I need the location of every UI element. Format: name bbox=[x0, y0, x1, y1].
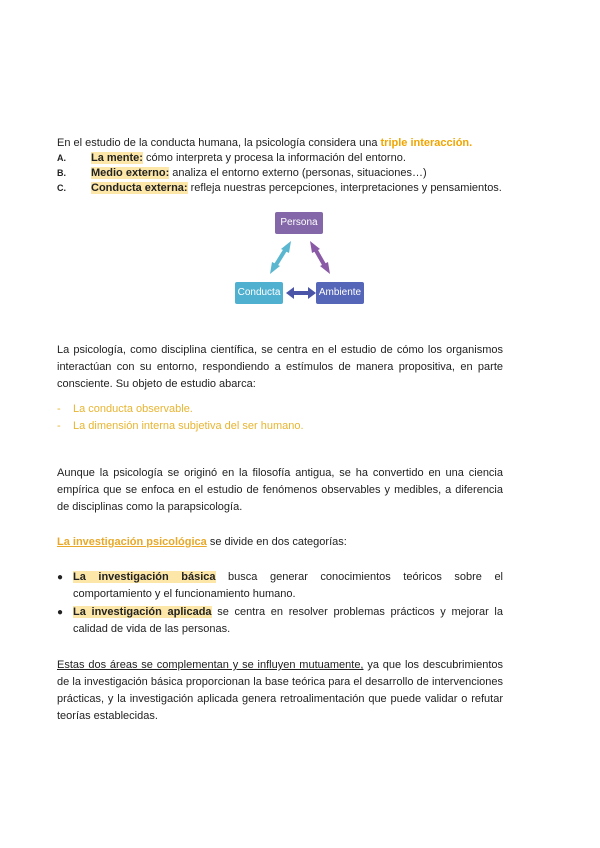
item-letter: C. bbox=[57, 183, 66, 193]
paragraph-line: La psicología, como disciplina científica, se centra en el estudio de cómo los organismos bbox=[57, 344, 503, 356]
paragraph-line: teorías establecidas. bbox=[57, 710, 158, 722]
conclusion-underlined: Estas dos áreas se complementan y se influyen mutuamente, bbox=[57, 659, 364, 671]
item-text: analiza el entorno externo (personas, situaciones…) bbox=[169, 167, 427, 179]
item-text: refleja nuestras percepciones, interpretaciones y pensamientos. bbox=[187, 182, 502, 194]
scope-item bbox=[57, 402, 193, 416]
item-term: La mente: bbox=[91, 152, 143, 164]
intro-paragraph bbox=[57, 136, 472, 150]
bullet-term: La investigación básica bbox=[73, 571, 216, 583]
node-persona: Persona bbox=[275, 212, 323, 234]
arrow-persona-conducta bbox=[270, 241, 291, 274]
paragraph-line: de disciplinas como la parapsicología. bbox=[57, 501, 243, 513]
paragraph-line: interactúan con su entorno, respondiendo a estímulos de manera propositiva, en parte bbox=[57, 361, 503, 373]
dash-bullet: - bbox=[57, 420, 61, 432]
scope-item bbox=[57, 419, 304, 433]
bullet-text: busca generar conocimientos teóricos sobre el bbox=[215, 571, 503, 583]
paragraph-line: empírica que se enfoca en el estudio de fenómenos observables y medibles, a diferencia bbox=[57, 484, 503, 496]
arrow-persona-ambiente bbox=[310, 241, 330, 274]
research-link[interactable]: La investigación psicológica bbox=[57, 536, 207, 548]
bullet-item-aplicada bbox=[57, 604, 503, 638]
bullet-icon: ● bbox=[57, 572, 64, 583]
bullet-icon: ● bbox=[57, 607, 64, 618]
scope-text: La dimensión interna subjetiva del ser humano. bbox=[73, 420, 304, 432]
bullet-line bbox=[57, 604, 503, 621]
arrow-conducta-ambiente bbox=[286, 287, 316, 299]
paragraph-conclusion bbox=[57, 657, 503, 725]
bullet-continuation: calidad de vida de las personas. bbox=[73, 623, 231, 635]
bullet-term: La investigación aplicada bbox=[73, 606, 212, 618]
bullet-continuation: comportamiento y el funcionamiento humano. bbox=[73, 588, 296, 600]
bullet-line bbox=[57, 569, 503, 586]
triple-item-a bbox=[57, 151, 406, 165]
conclusion-rest: ya que los descubrimientos bbox=[363, 659, 503, 671]
item-letter: B. bbox=[57, 168, 66, 178]
paragraph-origin bbox=[57, 465, 503, 516]
triad-diagram bbox=[230, 210, 370, 310]
triple-item-b bbox=[57, 166, 427, 180]
intro-text: En el estudio de la conducta humana, la psicología considera una bbox=[57, 137, 381, 149]
bullet-item-basica bbox=[57, 569, 503, 603]
item-term: Medio externo: bbox=[91, 167, 170, 179]
bullet-text: se centra en resolver problemas prácticos y mejorar la bbox=[211, 606, 503, 618]
node-conducta: Conducta bbox=[235, 282, 283, 304]
scope-text: La conducta observable. bbox=[73, 403, 193, 415]
dash-bullet: - bbox=[57, 403, 61, 415]
intro-highlight: triple interacción. bbox=[380, 137, 473, 149]
paragraph-line: Aunque la psicología se originó en la filosofía antigua, se ha convertido en una ciencia bbox=[57, 467, 503, 479]
research-suffix: se divide en dos categorías: bbox=[206, 536, 347, 548]
item-term: Conducta externa: bbox=[91, 182, 188, 194]
paragraph-line bbox=[57, 657, 503, 674]
node-ambiente: Ambiente bbox=[316, 282, 364, 304]
paragraph-line: consciente. Su objeto de estudio abarca: bbox=[57, 378, 256, 390]
research-intro bbox=[57, 535, 347, 549]
paragraph-line: prácticas, y la investigación aplicada genera retroalimentación que puede validar o refutar bbox=[57, 693, 503, 705]
triple-item-c bbox=[57, 181, 502, 195]
paragraph-line: de la investigación básica proporcionan la base teórica para el desarrollo de intervenciones bbox=[57, 676, 503, 688]
item-letter: A. bbox=[57, 153, 66, 163]
item-text: cómo interpreta y procesa la información del entorno. bbox=[142, 152, 406, 164]
paragraph-definition bbox=[57, 342, 503, 393]
